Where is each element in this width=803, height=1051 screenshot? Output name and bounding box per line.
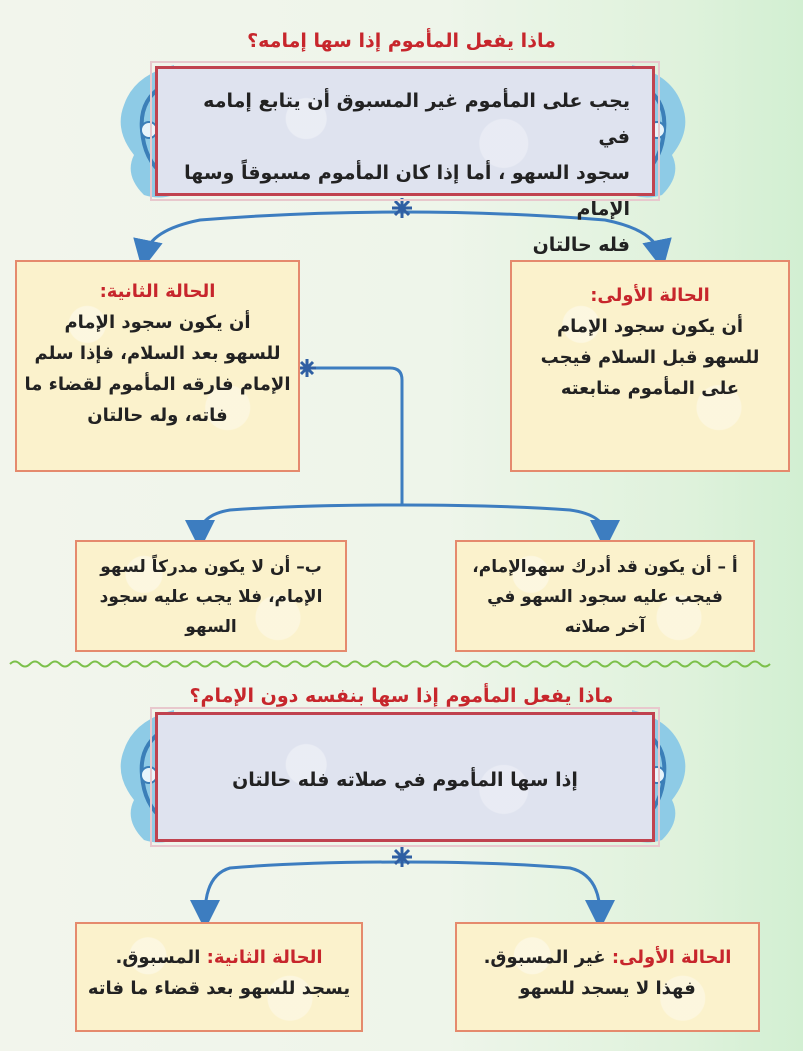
case1-heading: الحالة الأولى:: [590, 285, 710, 306]
asterisk-flower-icon: [298, 359, 316, 377]
section2-case1-line: فهذا لا يسجد للسهو: [519, 978, 696, 999]
sub-a-box: [455, 540, 755, 652]
case2-heading: الحالة الثانية:: [99, 281, 216, 302]
section2-main-box: [155, 712, 655, 842]
case1-line: للسهو قبل السلام فيجب: [540, 347, 760, 368]
case2-line: فاته، وله حالتان: [87, 405, 228, 426]
sub-b-line: ب– أن لا يكون مدركاً لسهو: [100, 557, 322, 577]
asterisk-flower-icon: [392, 847, 412, 867]
section2-case1-inline: غير المسبوق.: [483, 947, 606, 968]
sub-b-box: [75, 540, 347, 652]
arrow-from-case2: [312, 368, 402, 505]
case2-line: أن يكون سجود الإمام: [64, 312, 251, 333]
sub-a-line: فيجب عليه سجود السهو في: [487, 587, 723, 607]
section1-main-box: [155, 66, 655, 256]
case1-line: أن يكون سجود الإمام: [556, 316, 744, 337]
section2-case2-line: يسجد للسهو بعد قضاء ما فاته: [87, 978, 351, 999]
arrow-to-sub-a: [402, 505, 605, 535]
case2-box: [15, 260, 300, 472]
section2-case2-box: [75, 922, 363, 1032]
wavy-divider: [10, 662, 770, 667]
arrow2-to-case1: [402, 862, 600, 915]
section2-case1-heading: الحالة الأولى:: [611, 947, 732, 968]
sub-a-line: أ – أن يكون قد أدرك سهوالإمام،: [472, 557, 738, 577]
section2-case1-box: [455, 922, 760, 1032]
section2-main-text: إذا سها المأموم في صلاته فله حالتان: [232, 769, 578, 791]
case1-line: على المأموم متابعته: [560, 378, 740, 399]
sub-a-line: آخر صلاته: [564, 617, 646, 637]
case2-line: للسهو بعد السلام، فإذا سلم: [34, 343, 281, 364]
main-line: يجب على المأموم غير المسبوق أن يتابع إمامه في: [203, 90, 630, 148]
case1-box: [510, 260, 790, 472]
section2-case2-inline: المسبوق.: [115, 947, 201, 968]
sub-b-line: السهو: [185, 617, 237, 637]
section2-case2-heading: الحالة الثانية:: [206, 947, 323, 968]
sub-b-line: الإمام، فلا يجب عليه سجود: [99, 587, 323, 607]
section1-title: ماذا يفعل المأموم إذا سها إمامه؟: [247, 30, 556, 52]
main-line: فله حالتان: [532, 234, 630, 256]
section1-main-text: [158, 69, 652, 263]
arrow-to-sub-b: [200, 505, 402, 535]
arrow2-to-case2: [205, 862, 402, 915]
case2-line: الإمام فارقه المأموم لقضاء ما: [24, 374, 291, 395]
section2-title: ماذا يفعل المأموم إذا سها بنفسه دون الإمام؟: [189, 685, 614, 707]
main-line: سجود السهو ، أما إذا كان المأموم مسبوقاً وسها الإمام: [184, 162, 630, 220]
